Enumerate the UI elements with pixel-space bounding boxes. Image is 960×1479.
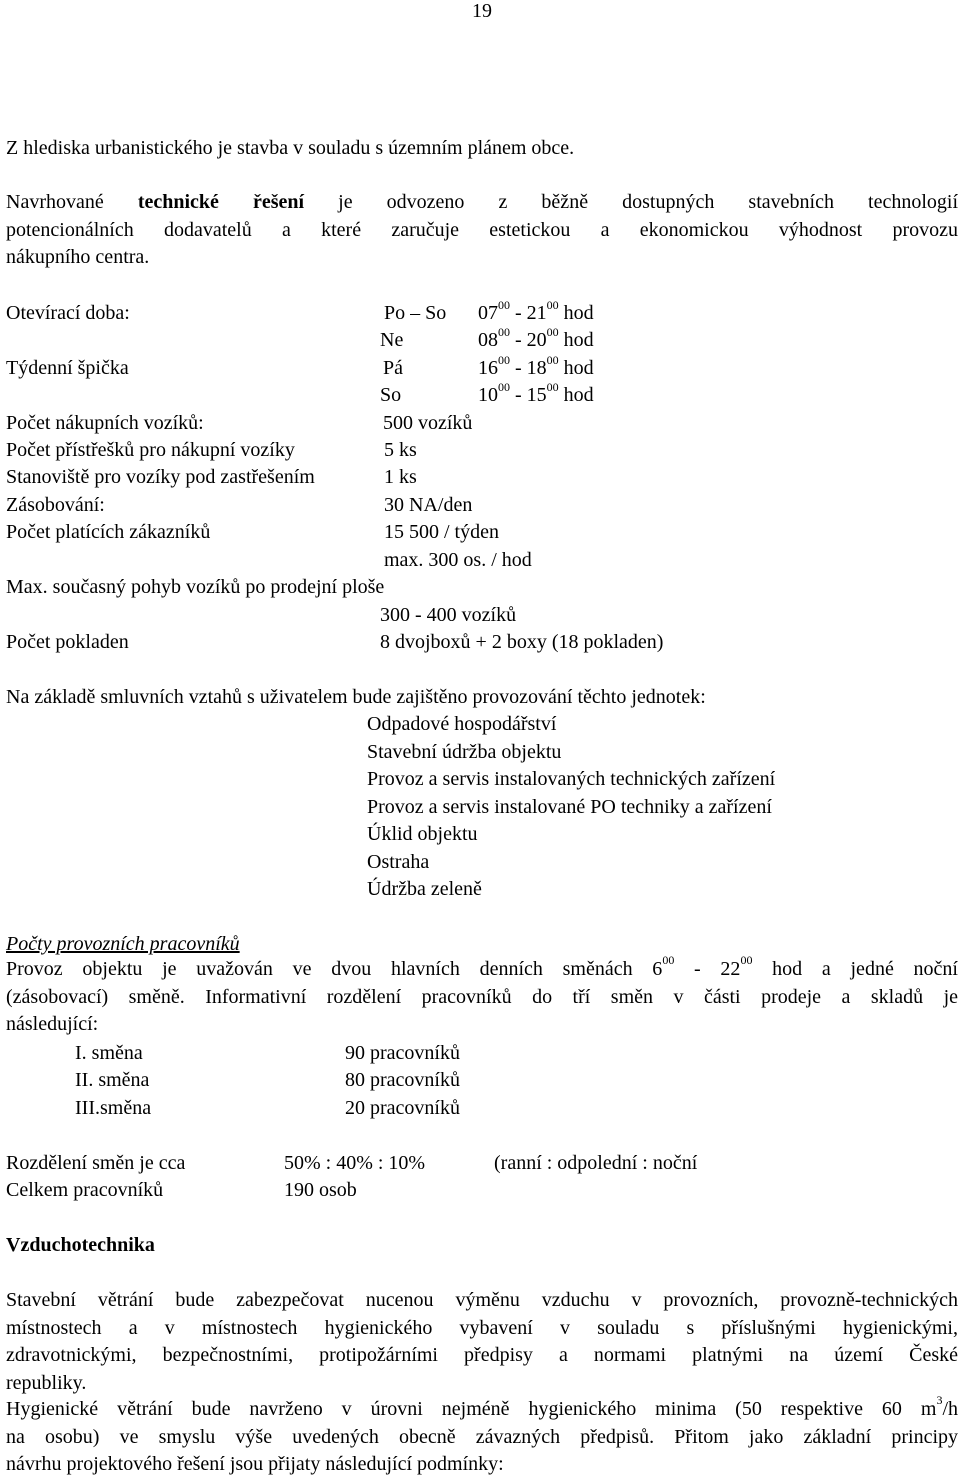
total-label: Celkem pracovníků	[6, 1179, 164, 1201]
total-value: 190 osob	[284, 1179, 357, 1201]
contract-item: Provoz a servis instalované PO techniky a zařízení	[367, 796, 772, 818]
checkouts-label: Počet pokladen	[6, 631, 129, 653]
intro-text: Z hlediska urbanistického je stavba v souladu s územním plánem obce.	[6, 137, 575, 159]
technical-line-1: Navrhované technické řešení je odvozeno z běžně dostupných stavebních technologií	[6, 191, 959, 213]
friday-time: $16^{00} - 18^{00}$ hod	[478, 353, 594, 379]
workers-line-2: (zásobovací) směně. Informativní rozdělení pracovníků do tří směn v části prodeje a skladů je	[6, 985, 958, 1008]
contracts-intro: Na základě smluvních vztahů s uživatelem bude zajištěno provozování těchto jednotek:	[6, 686, 706, 708]
vzt-line: republiky.	[6, 1371, 87, 1394]
contract-item: Odpadové hospodářství	[367, 713, 557, 735]
shelters-label: Počet přístřešků pro nákupní vozíky	[6, 439, 295, 461]
stations-label: Stanoviště pro vozíky pod zastřešením	[6, 466, 315, 488]
vzt-paragraph-2	[6, 1393, 958, 1479]
opening-days: Po – So	[384, 302, 447, 324]
sunday-days: Ne	[380, 329, 404, 351]
customers-value: 15 500 / týden	[384, 521, 499, 543]
shift-value: 80 pracovníků	[345, 1069, 460, 1091]
carts-value: 500 vozíků	[383, 412, 473, 434]
vzt-heading: Vzduchotechnika	[6, 1234, 155, 1256]
vzt-line: na osobu) ve smyslu výše uvedených obecně závazných předpisů. Přitom jako základní principy	[6, 1425, 958, 1448]
page-number: 19	[472, 0, 492, 22]
contract-item: Úklid objektu	[367, 823, 478, 845]
vzt-line: místnostech a v místnostech hygienického vybavení v souladu s příslušnými hygienickými,	[6, 1316, 958, 1339]
peak-friday: Pá	[383, 357, 403, 379]
technical-solution-bold: technické řešení	[137, 191, 305, 213]
customers-label: Počet platících zákazníků	[6, 521, 211, 543]
split-value: 50% : 40% : 10%	[284, 1152, 426, 1174]
workers-line-1: Provoz objektu je uvažován ve dvou hlavních denních směnách $6^{00} - 22^{00}$ hod a jedné noční	[6, 953, 958, 980]
max-move-label: Max. současný pohyb vozíků po prodejní ploše	[6, 576, 385, 598]
contract-item: Údržba zeleně	[367, 878, 482, 900]
contract-item: Stavební údržba objektu	[367, 741, 562, 763]
stations-value: 1 ks	[384, 466, 417, 488]
max-move-value: 300 - 400 vozíků	[380, 604, 517, 626]
workers-line-3: následující:	[6, 1013, 99, 1035]
contract-item: Ostraha	[367, 851, 430, 873]
saturday-time: $10^{00} - 15^{00}$ hod	[478, 380, 594, 406]
peak-label: Týdenní špička	[6, 357, 129, 379]
technical-line-3: nákupního centra.	[6, 246, 150, 268]
split-note: (ranní : odpolední : noční	[494, 1152, 698, 1174]
technical-line-2: potencionálních dodavatelů a které zaručuje estetickou a ekonomickou výhodnost provozu	[6, 218, 958, 241]
supply-label: Zásobování:	[6, 494, 105, 516]
shift-name: II. směna	[75, 1069, 150, 1091]
sunday-time: $08^{00} - 20^{00}$ hod	[478, 325, 594, 351]
vzt-line: Stavební větrání bude zabezpečovat nucenou výměnu vzduchu v provozních, provozně-technických	[6, 1289, 958, 1311]
vzt-line: návrhu projektového řešení jsou přijaty následující podmínky:	[6, 1453, 504, 1475]
opening-time: $07^{00} - 21^{00}$ hod	[478, 298, 594, 324]
customers-max: max. 300 os. / hod	[384, 549, 532, 571]
shift-name: I. směna	[75, 1042, 143, 1064]
split-label: Rozdělení směn je cca	[6, 1152, 186, 1174]
contract-item: Provoz a servis instalovaných technických zařízení	[367, 768, 776, 790]
supply-value: 30 NA/den	[384, 494, 473, 516]
peak-saturday: So	[380, 384, 402, 406]
technical-paragraph	[6, 189, 958, 272]
workers-paragraph	[6, 953, 958, 1039]
shelters-value: 5 ks	[384, 439, 417, 461]
shift-value: 20 pracovníků	[345, 1097, 460, 1119]
shift-name: III.směna	[75, 1097, 152, 1119]
vzt-line: Hygienické větrání bude navrženo v úrovni nejméně hygienického minima (50 respektive 60 $m^3/h$	[6, 1393, 958, 1420]
vzt-line: zdravotnickými, bezpečnostními, protipožárními předpisy a normami platnými na území České	[6, 1344, 958, 1366]
vzt-paragraph-1	[6, 1287, 958, 1397]
checkouts-value: 8 dvojboxů + 2 boxy (18 pokladen)	[380, 631, 664, 653]
opening-label: Otevírací doba:	[6, 302, 130, 324]
workers-heading: Počty provozních pracovníků	[6, 933, 240, 955]
carts-label: Počet nákupních vozíků:	[6, 412, 204, 434]
shift-value: 90 pracovníků	[345, 1042, 460, 1064]
